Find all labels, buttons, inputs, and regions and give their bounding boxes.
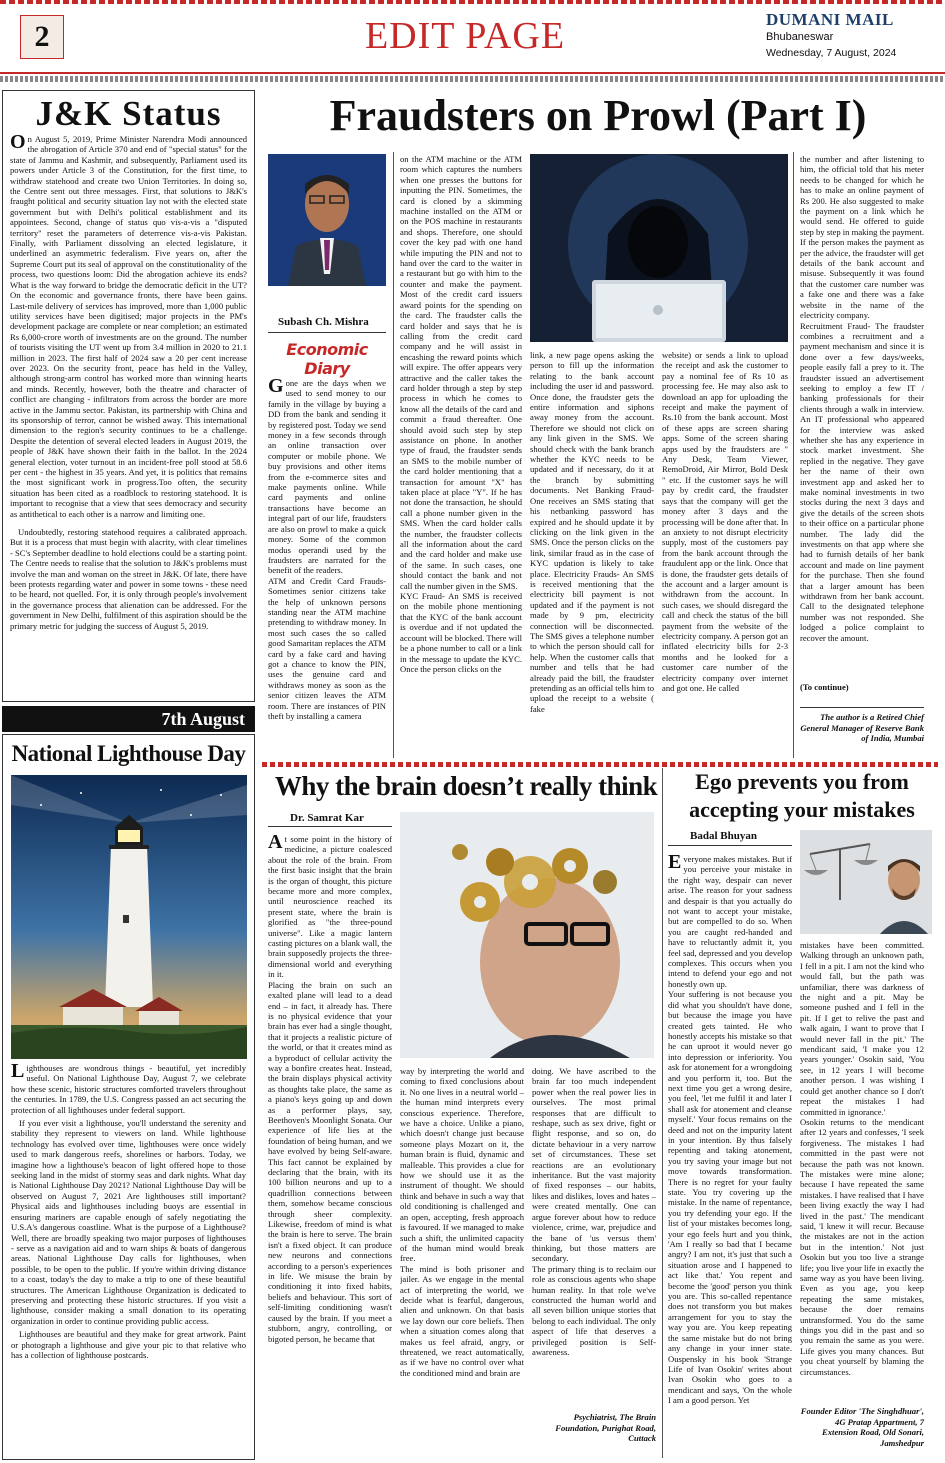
lighthouse-section xyxy=(2,734,255,1460)
city: Bhubaneswar xyxy=(766,31,834,43)
fraud-column-1: Gone are the days when we used to send money to our family in the village by buying a DD from the bank and sending it by registered post. Today we send money in a few seconds through an online transaction over computer or mobile phone. We buy provisions and other items from the e-commerce sites and make payments online. While card payments and online transactions have become an integral part of our life, fraudsters are also on prowl to make a quick money. Some of the common modus operandi used by the fraudsters are narrated for the benefit of the readers. ATM and Credit Card Frauds- Sometimes senior citizens take the help of unknown persons standing near the ATM machine pretending to withdraw money. In most such cases the so called good Samaritan replaces the ATM card by a fake card and having got a chance to know the PIN, uses the genuine card and withdraws money as soon as the senior citizen leaves the ATM room. There are instances of PIN theft by installing a camera xyxy=(268,378,386,721)
jk-paragraph-2: Undoubtedly, restoring statehood requires a calibrated approach. But it is a process that must begin with alacrity, with clear timelines - SC's September deadline to hold elections could be a starting point. The Centre needs to realise that the solution to J&K's problems must involve the man and woman on the street in J&K. Of late, there have been protests regarding water and power in some towns - these need to be heard, not quelled. For, it is only through people's involvement in the governance process that alienation can be addressed. For the government in New Delhi, fulfilment of this aspiration should be the primary metric for judging the success of August 5, 2019. xyxy=(10,527,247,631)
author-photo-mishra xyxy=(268,154,386,286)
brain-author-rule xyxy=(268,826,392,827)
hacker-photo xyxy=(530,154,788,342)
fraud-column-3: link, a new page opens asking the person to fill up the information relating to the bank account including the user id and password. Once done, the fraudster gets the entire information and siphons away money from the account. Therefore we should not click on any link given in the SMS. We should check with the bank branch whether the KYC needs to be updated and if necessary, do it at the branch by submitting documents. Net Banking Fraud- One receives an SMS stating that his netbanking password has expired and he should update it by clicking on the link given in the SMS. Once the person clicks on the link, similar fraud as in the case of KYC updation is likely to take place. Electricity Frauds- An SMS is received mentioning that the electricity bill payment is not updated and if the payment is not made by 9 pm, electricity connection will be disconnected. The SMS gives a telephone number to which the person should call for help. When the customer calls that number and tells that he had already paid the bill, the fraudster pretending as an official tells him to upload the receipt to a website ( fake xyxy=(530,350,654,714)
jk-title: J&K Status xyxy=(35,94,222,133)
fraud-column-4: website) or sends a link to upload the receipt and ask the customer to pay a nominal fee of Rs 10 as processing fee. He may also ask to download an app for uploading the receipt and make the payment of Rs.10 from the bank account. Most of these apps are screen sharing apps. Some of the screen sharing apps used by the fraudsters are " Any Desk, Team Viewer, RemoDroid, Air Mirror, Bold Desk " etc. If the customer says he will pay by credit card, the fraudster says that the company will get the money after 3 days and the processing will be done after that. In an anxiety to not disrupt electricity supply, most of the customers pay from the bank account through the fraudulent app or the link. Once that is done, the fraudster gets details of the account and a larger amount is withdrawn from the account. In such cases, we should disregard the call and check the status of the bill payment from the website of the electricity company. A person got an inflated electricity bills for 2-3 months and he looked for a customer care number of the electricity company over internet and got one. He called xyxy=(662,350,788,693)
fraud-divider-1 xyxy=(393,152,394,758)
lighthouse-paragraph-1: Lighthouses are wondrous things - beautiful, yet incredibly useful. On National Lighthouse Day, August 7, we celebrate how these scenic, historic structures comforted travelers throughout the centuries. In 1789, the U.S. Congress passed an act securing the protection of all lighthouses under federal support. xyxy=(11,1063,246,1115)
ego-headline-line-2: accepting your mistakes xyxy=(689,797,915,822)
ego-headline-line-1: Ego prevents you from xyxy=(695,769,909,794)
issue-date: Wednesday, 7 August, 2024 xyxy=(766,47,897,59)
fraud-to-continue: (To continue) xyxy=(800,682,849,692)
lighthouse-photo xyxy=(11,775,247,1059)
fraud-column-5: the number and after listening to him, the official told that his meter needs to be changed for which he has to make an online payment of Rs 200. He also suggested to make the payment on a link which he would send. He offered to guide step by step in making the payment. If the person makes the payment as per the advice, the fraudster will get details of the bank account and misuse. Subsequently it was found that the customer care number was a fake one and there was a fake website in the name of the electricity company. Recruitment Fraud- The fraudster combines a recruitment and a payment mechanism and since it is done over a few days/weeks, people easily fall a prey to it. The fraudster issued an advertisement seeking to employ a few IT / banking professionals for their clients through a walk in interview. An IT professional who appeared for the interview was asked whether she has any experience in stock market investment. She replied in the negative. They gave her the name of their own investment app and asked her to make nominal investments in two stocks during the next 3 days and give the details of the screen shots to their office on a particular phone number. The lady did the investments on that app where she had to furnish details of her bank account and made on line payment for the purchase. Then she found that a larger amount has been withdrawn from her bank account. Call to the designated telephone number was not responded. She lodged a police complaint to recover the amount. xyxy=(800,154,924,643)
ego-author-rule xyxy=(668,845,792,846)
fraud-sig-rule xyxy=(800,707,924,708)
lower-separator xyxy=(262,762,938,767)
page-number-box xyxy=(20,15,64,59)
section-title: EDIT PAGE xyxy=(364,15,566,57)
ego-author: Badal Bhuyan xyxy=(690,830,757,842)
paper-name: DUMANI MAIL xyxy=(766,10,894,29)
brain-column-3: doing. We have ascribed to the brain far too much independent power when the real power lies in ourselves. The most primal responses that are difficult to reshape, such as sex drive, fight or flight response, and so on, do dictate behaviour in a very narrow set of circumstances. These set reactions are an evolutionary inheritance. But the vast majority of fixed responses – our habits, likes and dislikes, loves and hates – were created mentally. One can argue forever about how to reduce violence, crime, war, prejudice and the bane of 'us versus them' thinking, but those matters are secondary. The primary thing is to reclaim our role as conscious agents who shape human reality. In that role we've constructed the human world and all seven billion unique stories that belong to each individual. The only aspect of life that deserves a privileged position is Self-awareness. xyxy=(532,1066,656,1357)
ego-scale-photo xyxy=(800,830,932,934)
lighthouse-date-banner xyxy=(2,706,255,732)
jk-body xyxy=(10,134,247,694)
fraud-author-rule xyxy=(268,332,386,333)
fraud-author: Subash Ch. Mishra xyxy=(278,316,369,328)
fraud-divider-4 xyxy=(793,152,794,758)
ego-column-1: Everyone makes mistakes. But if you perceive your mistake in the right way, despair can never arise. The reason for your sadness and despair is that you actually do not want to accept your mistake, but are compelled to do so. When you are caught red-handed and have to reluctantly admit it, you feel sad, depressed and you develop complexes. This occurs when you intend to defend your ego and not honestly own up. Your suffering is not because you did what you shouldn't have done, but because the image you have created gets tainted. He who honestly accepts his mistake so that he can uproot it would never go into depression or inferiority. You ask for atonement for a wrongdoing and you perform it, too. But the next time you get a wrong desire, you feel, 'let me fulfil it and later I shall ask for atonement and cleanse myself.' Your focus remains on the deed and not on the impurity latent in your intention. By thus falsely repenting and taking atonement, you try saving your image but not move towards transformation. There is no regret for your faulty state. You try covering up the mistake. In the name of repentance, you try defending your ego. If the list of your mistakes becomes long, your ego feels hurt and you think, 'Am I really so bad that I became angry? I am not, it's just that such a situation arose and I happened to act like that.' You repent and become the 'good' person you think you are. This so-called repentance does not transform you but makes arrangement for you to stay the way you are. You keep repeating the same mistake but do not bring any change in your inner state. Ouspensky in his book 'Strange Life of Ivan Osokin' writes about Ivan Osokin who goes to a mendicant and says, 'On the whole I am a good person. Yet xyxy=(668,854,792,1406)
ego-signature: Founder Editor 'The Singhdhuar', 4G Pratap Appartment, 7 Extension Road, Old Sonari, Jamshedpur xyxy=(800,1406,924,1448)
brain-column-1: At some point in the history of medicine, a picture coalesced about the role of the brain. From the first basic insight that the brain is the organ of thought, this picture became more and more complex, until neuroscience reached its present state, where the brain is glorified as "the three-pound universe". Like a magic lantern casting pictures on a blank wall, the brain supposedly projects the three-dimensional world and everything in it. Placing the brain on such an exalted plane will lead to a dead end – in fact, it already has. There is no physical evidence that your brain has ever had a single thought, that it projects a realistic picture of the world, or that it creates mind as a byproduct of cellular activity the way a bonfire creates heat. Instead, the brain displays physical activity as thoughts take place, the same as a piano's keys going up and down as a performer plays, say, Beethoven's Moonlight Sonata. Our experience of life lies at the foundation of being human, and we have evolved by being Self-aware. This fact cannot be explained by declaring that the brain, with its 100 billion neurons and up to a quadrillion connections between them, somehow became conscious through sheer complexity. Likewise, freedom of mind is what the brain is here to serve. The brain isn't a fixed object. It can produce new neurons and connections according to a person's experiences in life. We misuse the brain by conditioning it into fixed habits, beliefs and behaviour. This sort of self-limiting conditioning wasn't caused by the brain. If you meet a stubborn, angry, controlling, or bigoted person, he became that xyxy=(268,834,392,1344)
ego-column-2-wrap xyxy=(800,940,924,1458)
brain-column-2: way by interpreting the world and coming to fixed conclusions about it. No one lives in a neutral world – the human mind interprets every conscious experience. Therefore, we have a choice. Unlike a piano, which doesn't change just because someone plays Mozart on it, the human brain is fluid, dynamic and malleable. This provides a clue for how we should use it as the instrument of thought. We should think and behave in such a way that old conditioning is challenged and an open, accepting, fresh approach is favoured. If we managed to make such a shift, the unlimited capacity of the human mind would break free. The mind is both prisoner and jailer. As we engage in the mental act of interpreting the world, we decide what is fearful, dangerous, alien and unknown. On that basis we lay down our core beliefs. Then when a situation comes along that makes us feel afraid, angry, or threatened, we react automatically, as if we have no control over what the conditioned mind and brain are xyxy=(400,1066,524,1378)
column-name-economic-diary: Economic Diary xyxy=(286,340,368,378)
brain-ego-divider xyxy=(662,768,663,1458)
brain-gears-photo xyxy=(400,812,654,1058)
fraud-column-2: on the ATM machine or the ATM room which captures the numbers when one presses the buttons for inputting the PIN. Sometimes, the card is cloned by a skimming machine installed on the ATM or on the POS machine in restaurants and shops. Therefore, one should cover the key pad with one hand while imputing the PIN and not to hand over the card to the waiter in a restaurant but go with him to the counter and make the payment. Most of the credit card issuers award points for the spending on the card. The fraudster calls the card holder and says that he is calling from the credit card company and he will assist in encashing the reward points which will expire. The offer appears very attractive and the caller takes the card holder through a step by step process in which he comes to know all the details of the card and commit a fraud thereafter. One should avoid such step by step assistance on phone. In another type of fraud, the fraudster sends an SMS to the mobile number of the card holder mentioning that a transaction for amount "X" has taken place at place "Y". If he has not done the transaction, he should call a phone number given in the SMS. When the card holder calls the number, the fraudster collects all the information about the card and the card holder and make use of the same. In such cases, one should contact the bank and not call the number given in the SMS. KYC Fraud- An SMS is received on the mobile phone mentioning that the KYC of the bank account is overdue and if not updated the account will be blocked. There will be a phone number to call or a link in the message to update the KYC. Once the person clicks on the xyxy=(400,154,522,674)
masthead xyxy=(0,0,945,86)
brain-column-3-wrap xyxy=(532,1066,656,1458)
fraud-headline: Fraudsters on Prowl (Part I) xyxy=(329,91,867,140)
jk-paragraph-1: On August 5, 2019, Prime Minister Narendra Modi announced the abrogation of Article 370 and end of "special status" for the state of Jammu and Kashmir, and subsequently, Parliament used its powers under Article 3 of the Constitution, for the first time, to withdraw statehood and create two Union Territories. In doing so, the Centre sent out three messages. First, that solutions to J&K's fraught political and security situation lay not with the elected state government but with Delhi's political establishment and its appointees. Second, change of status quo vis-a-vis a "disputed territory" reset the parameters of deterrence vis-a-vis Pakistan. Finally, with Parliament dissolving an elected legislature, it underlined an asymmetric federalism. Five years on, after the Supreme Court put its seal of approval on the constitutionality of the process, two questions loom: Did the abrogation achieve its ends? What is the way forward to bridge the democratic deficit in the UT?On the economic and governance fronts, there have been gains. Last-mile delivery of services has improved, more than 1,000 public utility services have been digitised; major projects in the PM's development package are complete or near completion; an estimated Rs 6,000-crore worth of investments are on the ground. The number of tourists visiting the UT went up from 3.4 million in 2020 to 21.1 million in 2023. The first half of 2024 saw a 20 per cent increase over 2023. On the security front, peace has held in the Valley, although strong-arm control has worked more than winning hearts and minds. Recently, however, both the theatre and character of conflict are changing - infiltrators from across the border are more active in the Jammu sector. Pakistan, its partnership with China and its sponsorship of terror, cannot be wished away. This international dimension to the region's security continues to be a challenge. Despite the detention of several elected leaders in August 2019, the people of J&K have shown their faith in the ballot. In the 2024 general election, voter turnout in an incident-free poll stood at 58.6 per cent - the highest in 35 years. And yet, it is politics that remains the most significant work in progress.Too often, the security situation has been cited as a roadblock to restoring statehood. It is important to recognise that a view that sees democracy and security as antithetical to each other is a narrow and limiting one. xyxy=(10,134,247,519)
masthead-rule-2 xyxy=(0,76,945,82)
brain-author: Dr. Samrat Kar xyxy=(290,812,364,824)
ego-column-2: mistakes have been committed. Walking through an unknown path, I fell in a pit. I am not the kind who would fall, but the path was unfamiliar, there was darkness of the night and a pit. May be someone pushed and I fell in the pit. If I get to relive the past and walk again, I want to prove that I would never fall in the pit.' The mendicant said, 'I make you 12 years younger.' Osokin said, 'You see, in 12 years I will become another person. I was wishing I could get another chance so I don't repeat the mistakes I had committed in ignorance.' Osokin returns to the mendicant after 12 years and confesses, 'I seek forgiveness. The mistakes I had committed in the past were not because the path was not known. The mistakes were mine alone; because I have repeated the same mistakes. I have realised that I have been living exactly the way I had lived in the past.' The mendicant said, 'I knew it will recur. Because the mistakes are not in the action but in the intention.' Not just Osokin but you too live a strange life; you live your life in exactly the same way as you have been living. Even as you age, you keep repeating the same mistakes, because the doer remains untransformed. You do the same things you did in the past and so you remain the same as you were. Life gives you many chances. But you cheat yourself by blaming the circumstances. xyxy=(800,940,924,1377)
brain-signature: Psychiatrist, The Brain Foundation, Purighat Road, Cuttack xyxy=(555,1412,656,1443)
lighthouse-title: National Lighthouse Day xyxy=(11,741,246,766)
fraud-column-5-wrap xyxy=(800,154,924,760)
lighthouse-body xyxy=(11,1063,246,1445)
lighthouse-paragraph-2: If you ever visit a lighthouse, you'll understand the serenity and stability they represent to viewers on land. While lighthouse technology has evolved over time, lighthouses were once widely used to mark dangerous reefs, shorelines or harbors. Today, we imagine how a lighthouse's beacon of light offered hope to those seeking land in the midst of stormy seas and dark nights. What day is National Lighthouse Day 2021? National Lighthouse Day will be observed on August 7, 2021 Are lighthouses still important? Physical aids and lighthouses including buoys are essential in ensuring mariners are capable enough of safely negotiating the U.S.A's dangerous coastline. What is the purpose of a Lighthouse? Well, there are broadly speaking two major purposes of lighthouses - serve as a navigation aid and to warn ships & boats of dangerous areas. National Lighthouse Day calls for lighthouses, when possible, to be open to the public. If you're within driving distance to a coast, today's the day to make a trip to one of these beautiful structures. The American Lighthouse Organization is dedicated to preserving and protecting these historic structures. If you visit a lighthouse, consider making a small donation to its operating organization in order to continue providing public access. xyxy=(11,1118,246,1326)
lighthouse-paragraph-3: Lighthouses are beautiful and they make for great artwork. Paint or photograph a lighthouse and give your pic to that relative who has a collection of lighthouse postcards. xyxy=(11,1329,246,1360)
page-number: 2 xyxy=(34,20,50,53)
brain-headline: Why the brain doesn’t really think xyxy=(274,771,658,801)
masthead-rule xyxy=(0,72,945,74)
top-stripe xyxy=(0,0,945,4)
fraud-signature: The author is a Retired Chief General Manager of Reserve Bank of India, Mumbai xyxy=(800,712,924,743)
lighthouse-date: 7th August xyxy=(161,709,245,729)
jk-section xyxy=(2,90,255,702)
